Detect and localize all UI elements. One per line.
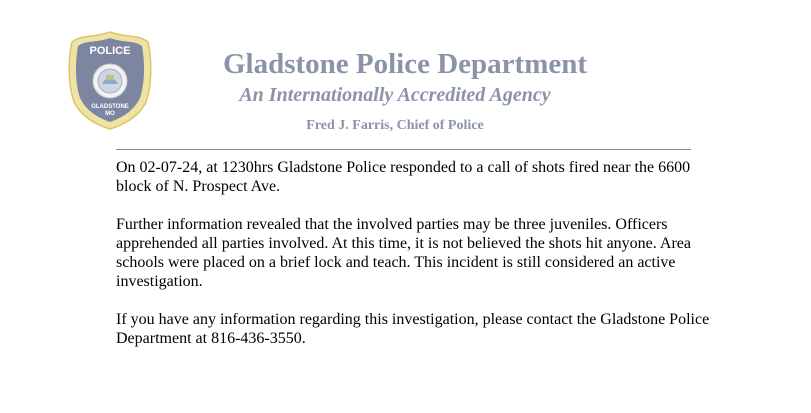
- police-badge-logo: [68, 30, 152, 130]
- chief-of-police: Fred J. Farris, Chief of Police: [306, 118, 484, 133]
- badge-top-text: POLICE: [89, 45, 131, 57]
- badge-bottom-text-1: GLADSTONE: [91, 104, 129, 110]
- header-divider: [116, 149, 691, 150]
- paragraph-incident: On 02-07-24, at 1230hrs Gladstone Police responded to a call of shots fired near the 6600 block of N. Prospect Ave.: [116, 159, 691, 195]
- paragraph-details: Further information revealed that the involved parties may be three juveniles. Officers apprehended all parties involved. At this time, it is not believed the shots hit anyone. Area schools were placed on a brief lock and teach. This incident is still considered an active investigation.: [116, 216, 691, 290]
- paragraph-contact: If you have any information regarding this investigation, please contact the Gladstone Police Department at 816-436-3550.: [116, 311, 710, 347]
- press-release-body: [116, 158, 716, 367]
- department-name: Gladstone Police Department: [222, 48, 588, 80]
- badge-bottom-text-2: MO: [105, 111, 115, 117]
- letterhead: [160, 46, 650, 135]
- department-tagline: An Internationally Accredited Agency: [239, 84, 551, 106]
- police-badge-icon: [68, 30, 152, 130]
